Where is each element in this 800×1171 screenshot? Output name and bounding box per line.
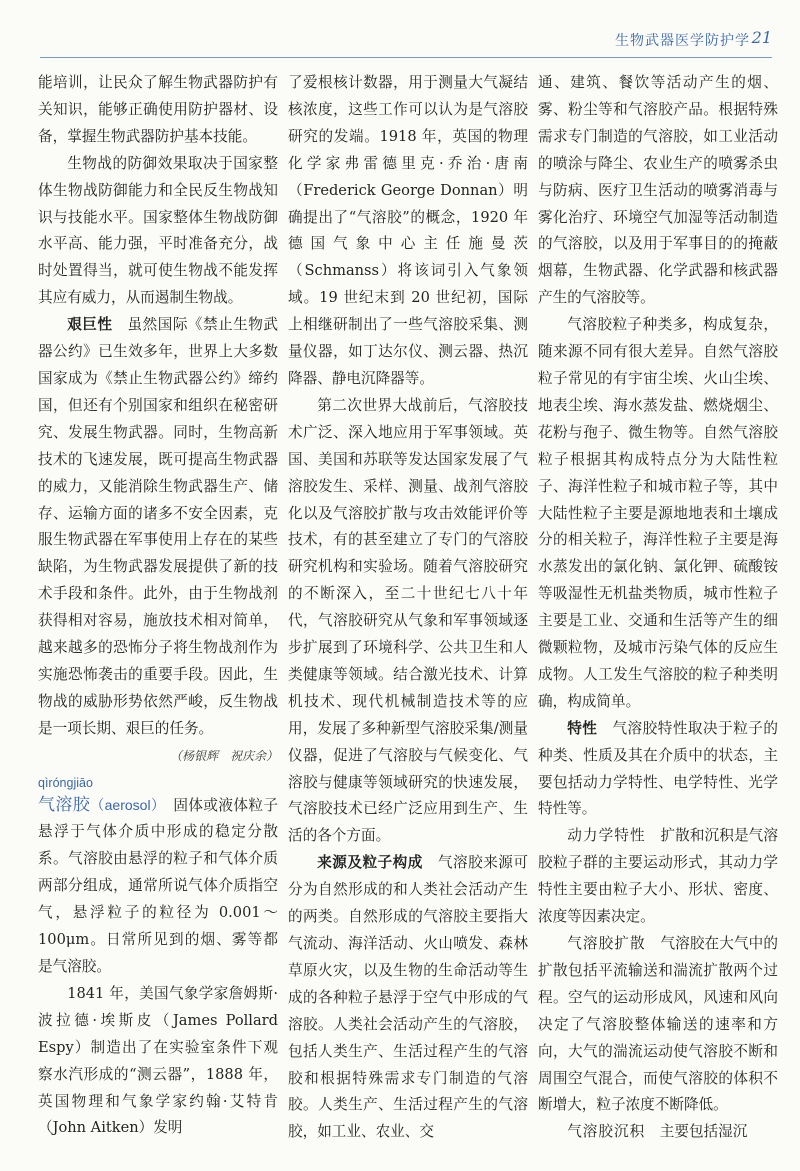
paragraph: 生物战的防御效果取决于国家整体生物战防御能力和全民反生物战知识与技能水平。国家整体生物战防御水平高、能力强，平时准备充分，战时处置得当，就可使生物战不能发挥其应有威力，从而遏制生物战。 [38, 154, 278, 307]
paragraph: 第二次世界大战前后，气溶胶技术广泛、深入地应用于军事领域。英国、美国和苏联等发达国家发展了气溶胶发生、采样、测量、战剂气溶胶化以及气溶胶扩散与攻击效能评价等技术，有的甚至建立了专门的气溶胶研究机构和实验场。随着气溶胶研究的不断深入，至二十世纪七八十年代，气溶胶研究从气象和军事领域逐步扩展到了环境科学、公共卫生和人类健康等领域。结合激光技术、计算机技术、现代机械制造技术等的应用，发展了多种新型气溶胶采集/测量仪器，促进了气溶胶与气候变化、气溶胶与健康等领域研究的快速发展，气溶胶技术已经广泛应用到生产、生活的各个方面。 [288, 396, 528, 845]
sub-subsection-heading: 动力学特性 [567, 827, 646, 845]
subsection-heading: 艰巨性 [67, 316, 113, 334]
paragraph [38, 312, 278, 743]
paragraph [538, 931, 778, 1119]
column-2 [288, 70, 528, 1146]
sub-subsection-heading: 气溶胶扩散 [567, 935, 646, 952]
subsection-heading: 特性 [567, 719, 598, 737]
paragraph: 能培训，让民众了解生物武器防护有关知识，能够正确使用防护器材、设备，掌握生物武器防护基本技能。 [38, 74, 278, 145]
paragraph: 1841 年，美国气象学家詹姆斯·波拉德·埃斯皮（James Pollard Espy）制造出了在实验室条件下观察水汽形成的“测云器”，1888 年，英国物理和气象学家约翰·艾特肯（John Aitken）发明 [38, 984, 278, 1137]
paragraph-text: 主要包括湿沉 [645, 1123, 748, 1141]
running-title: 生物武器医学防护学 [615, 32, 750, 48]
paragraph [538, 823, 778, 931]
paragraph-text: 扩散和沉积是气溶胶粒子群的主要运动形式，其动力学特性主要由粒子大小、形状、密度、浓度等因素决定。 [538, 827, 778, 926]
paragraph: 气溶胶粒子种类多，构成复杂，随来源不同有很大差异。自然气溶胶粒子常见的有宇宙尘埃、火山尘埃、地表尘埃、海水蒸发盐、燃烧烟尘、花粉与孢子、微生物等。自然气溶胶粒子根据其构成特点分为大陆性粒子、海洋性粒子和城市粒子等，其中大陆性粒子主要是源地地表和土壤成分的相关粒子，海洋性粒子主要是海水蒸发出的氯化钠、氯化钾、硫酸铵等吸湿性无机盐类物质，城市性粒子主要是工业、交通和生活等产生的细微颗粒物，及城市污染气体的反应生成物。人工发生气溶胶的粒子种类明确，构成简单。 [538, 316, 778, 710]
paragraph: 了爱根核计数器，用于测量大气凝结核浓度，这些工作可以认为是气溶胶研究的发端。1918 年，英国的物理化学家弗雷德里克·乔治·唐南（Frederick George Donnan）明确提出了“气溶胶”的概念，1920 年德国气象中心主任施曼茨（Schmanss）将该词引入气象领域。19 世纪末到 20 世纪初，国际上相继研制出了一些气溶胶采集、测量仪器，如丁达尔仪、测云器、热沉降器、静电沉降器等。 [288, 74, 528, 387]
page-header [0, 0, 800, 58]
paragraph [288, 850, 528, 1146]
entry-definition [38, 792, 278, 981]
entry-title: 气溶胶 [38, 794, 91, 814]
header-rule [40, 57, 772, 58]
subsection-heading: 来源及粒子构成 [317, 854, 423, 872]
paragraph-text: 虽然国际《禁止生物武器公约》已生效多年，世界上大多数国家成为《禁止生物武器公约》缔约国，但还有个别国家和组织在秘密研究、发展生物武器。同时，生物高新技术的飞速发展，既可提高生物武器的威力，又能消除生物武器生产、储存、运输方面的诸多不安全因素，克服生物武器在军事使用上存在的某些缺陷，为生物武器发展提供了新的技术手段和条件。此外，由于生物战剂获得相对容易，施放技术相对简单，越来越多的恐怖分子将生物战剂作为实施恐怖袭击的重要手段。因此，生物战的威胁形势依然严峻，反生物战是一项长期、艰巨的任务。 [38, 316, 278, 737]
paragraph-text: 气溶胶来源可分为自然形成的和人类社会活动产生的两类。自然形成的气溶胶主要指大气流动、海洋活动、火山喷发、森林草原火灾，以及生物的生命活动等生成的各种粒子悬浮于空气中形成的气溶胶。人类社会活动产生的气溶胶，包括人类生产、生活过程产生的气溶胶和根据特殊需求专门制造的气溶胶。人类生产、生活过程产生的气溶胶，如工业、农业、交 [288, 854, 528, 1141]
paragraph [538, 1119, 778, 1146]
paragraph-text: 气溶胶在大气中的扩散包括平流输送和湍流扩散两个过程。空气的运动形成风，风速和风向决定了气溶胶整体输送的速率和方向，大气的湍流运动使气溶胶不断和周围空气混合，而使气溶胶的体积不断增大，粒子浓度不断降低。 [538, 935, 778, 1114]
page-number: 21 [751, 28, 772, 47]
entry-english: （aerosol） [90, 796, 159, 813]
paragraph: 通、建筑、餐饮等活动产生的烟、雾、粉尘等和气溶胶产品。根据特殊需求专门制造的气溶胶，如工业活动的喷涂与降尘、农业生产的喷雾杀虫与防病、医疗卫生活动的喷雾消毒与雾化治疗、环境空气加湿等活动制造的气溶胶，以及用于军事目的的掩蔽烟幕，生物武器、化学武器和核武器产生的气溶胶等。 [538, 74, 778, 307]
column-3 [538, 70, 778, 1146]
column-1 [38, 70, 278, 1142]
entry-pinyin: qìróngjiāo [38, 775, 93, 790]
author-signature: （杨银辉 祝庆余） [169, 748, 278, 763]
paragraph [538, 716, 778, 824]
entry-text: 固体或液体粒子悬浮于气体介质中形成的稳定分散系。气溶胶由悬浮的粒子和气体介质两部分组成，通常所说气体介质指空气，悬浮粒子的粒径为 0.001～100μm。日常所见到的烟、雾等都是气溶胶。 [38, 796, 279, 975]
paragraph-text: 气溶胶特性取决于粒子的种类、性质及其在介质中的状态，主要包括动力学特性、电学特性、光学特性等。 [538, 719, 778, 818]
sub-subsection-heading: 气溶胶沉积 [567, 1123, 646, 1141]
